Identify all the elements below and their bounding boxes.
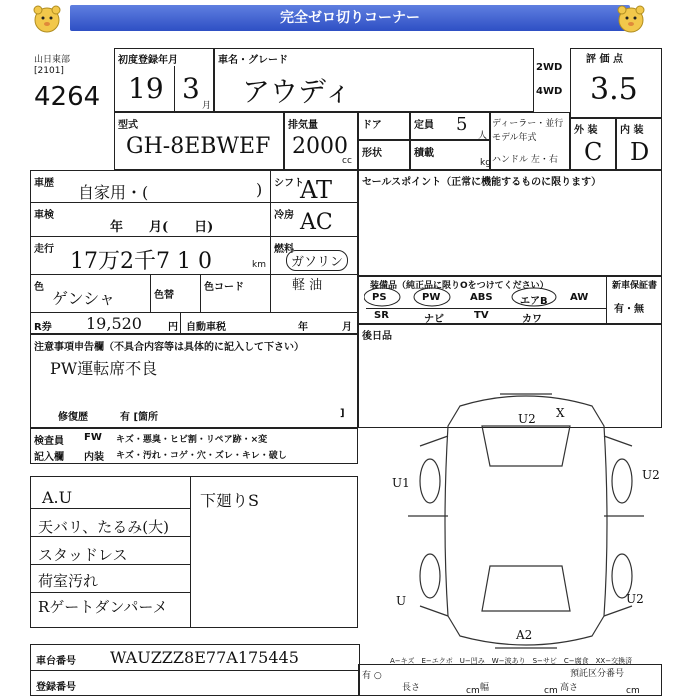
- tax-label: 自動車税: [186, 322, 226, 333]
- km-unit: km: [252, 260, 266, 270]
- cc-unit: cc: [342, 156, 352, 166]
- bear-mascot-icon: [614, 2, 648, 36]
- color-label: 色: [34, 282, 44, 293]
- equipment-label: 装備品（純正品に限りOをつけてください）: [370, 281, 549, 291]
- history-close: ): [256, 180, 263, 199]
- shift-label: シフト: [274, 178, 304, 189]
- equipment-abs: ABS: [470, 292, 493, 303]
- equipment-ps: PS: [372, 292, 387, 303]
- first-reg-label: 初度登録年月: [118, 55, 178, 66]
- grade-label: 評 価 点: [586, 54, 623, 65]
- length-label: 長さ: [402, 683, 421, 693]
- inspection-value: 年 月( 日): [110, 220, 214, 235]
- mileage-value: 17万2千7 1 0: [70, 249, 212, 274]
- notes-label: 注意事項申告欄（不具合内容等は具体的に記入して下さい）: [34, 342, 304, 353]
- first-reg-month: 3: [182, 72, 200, 105]
- model-label: 型式: [118, 120, 138, 131]
- repair-value: 有 [箇所: [120, 412, 159, 423]
- remark-line-5: Rゲートダンパーメ: [38, 598, 168, 616]
- drive-4wd: 4WD: [536, 86, 563, 97]
- yen-unit: 円: [168, 322, 178, 333]
- width-label: 幅: [480, 683, 490, 693]
- month-suffix: 月: [202, 101, 212, 111]
- auction-sheet: [30, 46, 662, 696]
- dealer-label: ディーラー・並行: [492, 119, 564, 129]
- record-label: 記入欄: [34, 452, 64, 463]
- equipment-airbag: エアB: [520, 296, 548, 307]
- exterior-label: 外 装: [574, 125, 598, 136]
- mark-a2-bottom: A2: [516, 628, 533, 642]
- equipment-circles: [364, 286, 564, 308]
- sales-point-label: セールスポイント（正常に機能するものに限ります）: [362, 177, 602, 188]
- interior-label: 内 装: [620, 125, 644, 136]
- chassis-label: 車台番号: [36, 656, 76, 667]
- tax-month-unit: 月: [342, 322, 352, 333]
- new-warranty-value: 有・無: [614, 304, 644, 315]
- damage-legend: A−キズ E−エクボ U−凹み W−波あり S−サビ C−腐食 XX−交換済: [390, 657, 633, 665]
- banner: [0, 0, 700, 42]
- reg-number-label: 登録番号: [36, 682, 76, 693]
- color-value: ゲンシャ: [52, 289, 115, 308]
- capacity-unit: 人: [478, 131, 488, 141]
- kg-unit: kg: [480, 158, 491, 168]
- chassis-value: WAUZZZ8E77A175445: [110, 648, 299, 667]
- equipment-leather: カワ: [522, 314, 542, 325]
- interior-value: D: [630, 138, 650, 166]
- cm-unit-3: cm: [626, 686, 640, 696]
- notes-value: PW運転席不良: [50, 359, 158, 378]
- history-label: 車歴: [34, 178, 54, 189]
- mileage-label: 走行: [34, 244, 54, 255]
- equipment-pw: PW: [422, 292, 441, 303]
- remark-line-2: 天バリ、たるみ(大): [38, 518, 169, 536]
- equipment-navi: ナビ: [424, 314, 444, 325]
- fuel-label: 燃料: [274, 244, 294, 255]
- company-code: [2101]: [34, 66, 64, 76]
- lot-number: 4264: [34, 82, 101, 112]
- banner-title: 完全ゼロ切りコーナー: [70, 5, 630, 31]
- payload-label: 積載: [414, 148, 434, 159]
- equipment-aw: AW: [570, 292, 589, 303]
- first-reg-year: 19: [128, 72, 164, 105]
- car-diagram: [390, 386, 662, 656]
- inspection-label: 車検: [34, 210, 54, 221]
- mark-x: X: [556, 406, 565, 420]
- mark-u2-bottom-right: U2: [626, 592, 644, 606]
- interior-items: キズ・汚れ・コゲ・穴・ズレ・キレ・破し: [116, 451, 287, 461]
- bear-mascot-icon: [30, 2, 64, 36]
- capacity-value: 5: [456, 114, 468, 135]
- color-change-label: 色替: [154, 290, 174, 301]
- fuel-option-diesel: 軽 油: [292, 278, 323, 293]
- displacement-label: 排気量: [288, 120, 318, 131]
- capacity-label: 定員: [414, 120, 434, 131]
- later-items-label: 後日品: [362, 331, 392, 342]
- remark-line-3: スタッドレス: [38, 546, 128, 564]
- mark-u1-left: U1: [392, 476, 410, 490]
- history-value: 自家用・(: [78, 183, 149, 202]
- color-code-label: 色コード: [204, 282, 244, 293]
- drive-2wd: 2WD: [536, 62, 563, 73]
- height-label: 高さ: [560, 683, 579, 693]
- aircon-value: AC: [300, 210, 333, 235]
- remark-line-1: A.U: [42, 488, 73, 507]
- equipment-sr: SR: [374, 310, 389, 321]
- fuel-value: ガソリン: [286, 250, 348, 271]
- exterior-value: C: [584, 138, 603, 166]
- recycle-value: 19,520: [86, 314, 142, 333]
- aircon-label: 冷房: [274, 210, 294, 221]
- recycle-label: R券: [34, 322, 52, 333]
- displacement-value: 2000: [292, 134, 348, 159]
- company-name: 山日東部: [34, 55, 71, 65]
- grade-value: 3.5: [590, 72, 638, 107]
- car-name-label: 車名・グレード: [218, 55, 288, 66]
- equipment-tv: TV: [474, 310, 489, 321]
- mark-u2-right: U2: [642, 468, 660, 482]
- tax-year-unit: 年: [298, 322, 308, 333]
- shift-value: AT: [300, 176, 333, 204]
- fw-label: FW: [84, 432, 102, 443]
- mark-u2-top: U2: [518, 412, 536, 426]
- handle-label: ハンドル 左・右: [492, 155, 558, 165]
- mark-u-bottom-left: U: [396, 594, 407, 608]
- model-year-label: モデル年式: [492, 133, 537, 143]
- cm-unit-1: cm: [466, 686, 480, 696]
- repair-label: 修復歴: [58, 412, 88, 423]
- remark-underside: 下廻りS: [200, 491, 259, 510]
- shape-label: 形状: [362, 148, 382, 159]
- interior-record-label: 内装: [84, 452, 104, 463]
- wo-value: 有 ○: [362, 671, 382, 681]
- fw-items: キズ・悪臭・ヒビ割・リペア跡・×変: [116, 435, 268, 445]
- recycle-class-label: 預託区分番号: [570, 669, 625, 679]
- remark-line-4: 荷室汚れ: [38, 572, 99, 590]
- car-name-value: アウディ: [242, 75, 352, 108]
- doors-label: ドア: [362, 120, 382, 131]
- repair-close: ]: [340, 408, 345, 419]
- cm-unit-2: cm: [544, 686, 558, 696]
- inspector-label: 検査員: [34, 436, 64, 447]
- model-value: GH-8EBWEF: [126, 134, 271, 159]
- new-warranty-label: 新車保証書: [612, 281, 658, 291]
